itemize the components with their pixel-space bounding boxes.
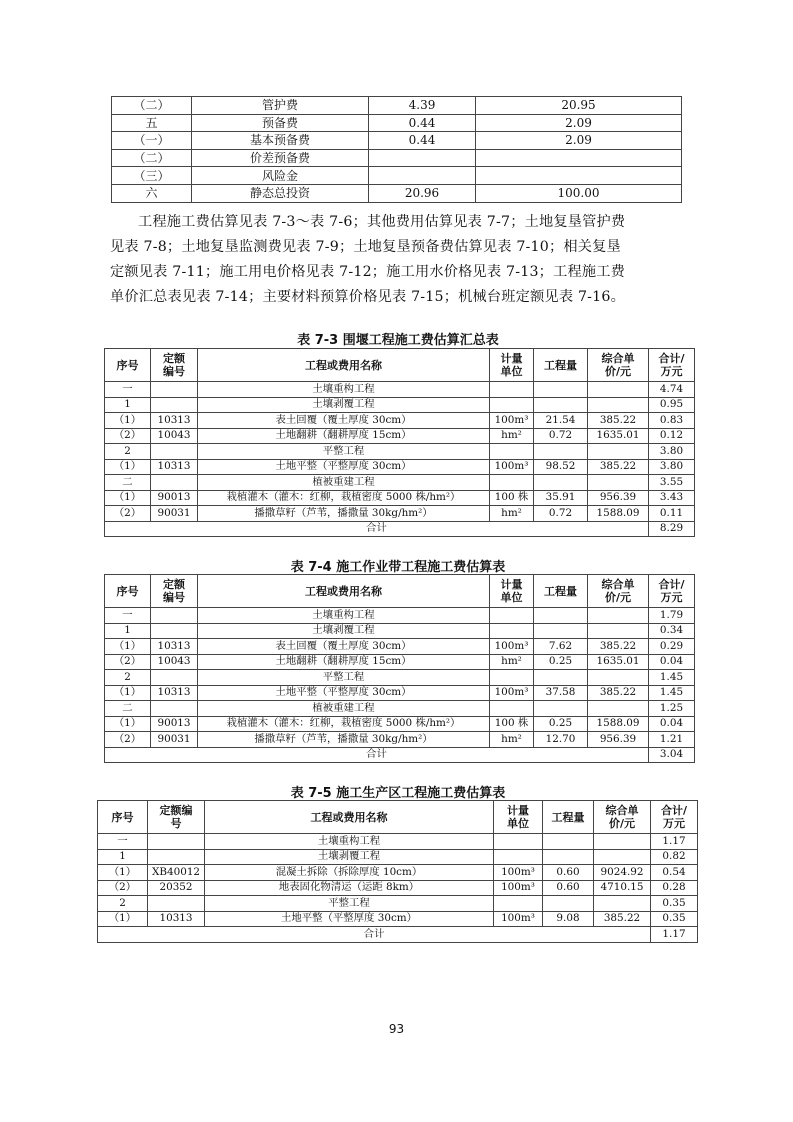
cell-code: [148, 834, 205, 850]
cell-unit: [490, 701, 534, 717]
cell-code: [151, 397, 198, 413]
table-row: [105, 506, 695, 522]
cell-unit: [490, 623, 534, 639]
cell-code: [151, 382, 198, 398]
cell-code: [151, 444, 198, 460]
total-label: 合计: [98, 927, 651, 943]
cell-name: 表土回覆（覆土厚度 30cm）: [198, 639, 490, 655]
cell-total: 0.34: [649, 623, 695, 639]
cell-seq: 1: [98, 849, 148, 865]
cell-code: 90031: [151, 732, 198, 748]
header-price: 综合单 价/元: [588, 349, 649, 382]
cell-code: [148, 896, 205, 912]
cell-qty: 7.62: [534, 639, 588, 655]
cell-name: 地表固化物清运（运距 8km）: [205, 880, 494, 896]
cell-name: 土壤重构工程: [198, 608, 490, 624]
cell-qty: [534, 670, 588, 686]
cell-total: 1.25: [649, 701, 695, 717]
cell-seq: 2: [105, 444, 151, 460]
table-caption-7-5: 表 7-5 施工生产区工程施工费估算表: [290, 786, 506, 801]
header-seq: 序号: [98, 801, 148, 834]
cell-price: [594, 896, 651, 912]
paragraph-line: 定额见表 7-11；施工用电价格见表 7-12；施工用水价格见表 7-13；工程施工费: [110, 264, 626, 280]
cell-qty: [543, 834, 594, 850]
cell-unit: hm²: [490, 428, 534, 444]
cell-code: 10313: [151, 685, 198, 701]
cell-unit: hm²: [490, 732, 534, 748]
cell-code: 10043: [151, 654, 198, 670]
cell-name: 表土回覆（覆土厚度 30cm）: [198, 413, 490, 429]
table-row: [105, 608, 695, 624]
cell-total: 3.43: [649, 490, 695, 506]
cell-code: 20352: [148, 880, 205, 896]
cell-price: [588, 397, 649, 413]
cell-unit: [490, 670, 534, 686]
table-cell: 0.44: [369, 114, 476, 132]
table-cell: （二）: [112, 149, 192, 167]
cell-seq: （1）: [98, 911, 148, 927]
cell-unit: [490, 475, 534, 491]
cell-qty: 9.08: [543, 911, 594, 927]
cell-seq: （1）: [105, 716, 151, 732]
table-row: [98, 911, 698, 927]
table-row: [105, 444, 695, 460]
cell-seq: （2）: [105, 654, 151, 670]
cell-qty: 0.60: [543, 865, 594, 881]
cell-code: 10043: [151, 428, 198, 444]
table-row: [105, 475, 695, 491]
header-seq: 序号: [105, 575, 151, 608]
cell-price: [594, 834, 651, 850]
table-row: [105, 716, 695, 732]
cell-total: 4.74: [649, 382, 695, 398]
cell-price: 385.22: [588, 685, 649, 701]
total-row: [105, 521, 695, 537]
cell-unit: [490, 444, 534, 460]
cell-seq: （1）: [105, 413, 151, 429]
cell-price: [588, 670, 649, 686]
table-row: [98, 880, 698, 896]
header-unit: 计量 单位: [490, 349, 534, 382]
table-cell: [369, 167, 476, 185]
table-cell: 风险金: [192, 167, 369, 185]
header-quota: 定额 编号: [151, 575, 198, 608]
cell-price: 385.22: [594, 911, 651, 927]
table-cell: 六: [112, 184, 192, 202]
cell-qty: 0.72: [534, 428, 588, 444]
cell-total: 1.45: [649, 685, 695, 701]
cell-qty: 35.91: [534, 490, 588, 506]
table-cell: 0.44: [369, 132, 476, 150]
table-cell: 20.95: [476, 97, 682, 115]
cell-code: [151, 670, 198, 686]
table-row: [105, 701, 695, 717]
table-cell: 五: [112, 114, 192, 132]
cell-name: 土地平整（平整厚度 30cm）: [198, 459, 490, 475]
header-total: 合计/ 万元: [649, 349, 695, 382]
cell-seq: 一: [105, 382, 151, 398]
cell-code: [148, 849, 205, 865]
cell-seq: 2: [105, 670, 151, 686]
cell-name: 植被重建工程: [198, 701, 490, 717]
header-total: 合计/ 万元: [649, 575, 695, 608]
cell-price: [588, 382, 649, 398]
table-row: [98, 865, 698, 881]
cell-qty: [534, 475, 588, 491]
table-row: [98, 896, 698, 912]
table-cell: （三）: [112, 167, 192, 185]
table-cell: [369, 149, 476, 167]
cell-seq: （1）: [105, 639, 151, 655]
table-row: [112, 97, 682, 115]
cell-total: 0.83: [649, 413, 695, 429]
cell-unit: [494, 849, 543, 865]
cell-price: [594, 849, 651, 865]
table-row: [105, 459, 695, 475]
cell-total: 1.21: [649, 732, 695, 748]
table-row: [105, 382, 695, 398]
table-cell: 2.09: [476, 132, 682, 150]
total-row: [98, 927, 698, 943]
cell-total: 1.45: [649, 670, 695, 686]
table-caption-7-3: 表 7-3 围堰工程施工费估算汇总表: [297, 333, 499, 348]
construction-strip-cost-table: [104, 574, 695, 763]
table-cell: 2.09: [476, 114, 682, 132]
cell-code: 90031: [151, 506, 198, 522]
cell-unit: [494, 896, 543, 912]
cell-seq: （1）: [105, 490, 151, 506]
cell-unit: 100 株: [490, 716, 534, 732]
cell-name: 土壤剥覆工程: [198, 397, 490, 413]
table-cell: （二）: [112, 97, 192, 115]
cell-unit: 100m³: [494, 880, 543, 896]
cell-price: [588, 475, 649, 491]
total-value: 3.04: [649, 747, 695, 763]
cell-seq: 一: [98, 834, 148, 850]
header-price: 综合单 价/元: [594, 801, 651, 834]
cell-qty: [534, 701, 588, 717]
cell-unit: 100m³: [490, 413, 534, 429]
cell-total: 3.80: [649, 444, 695, 460]
table-row: [105, 732, 695, 748]
cell-qty: 98.52: [534, 459, 588, 475]
cell-name: 土地翻耕（翻耕厚度 15cm）: [198, 428, 490, 444]
investment-summary-table: [111, 96, 682, 203]
table-row: [112, 149, 682, 167]
table-row: [105, 654, 695, 670]
body-paragraph: [110, 210, 690, 310]
cell-price: 1635.01: [588, 428, 649, 444]
cell-price: 956.39: [588, 732, 649, 748]
cell-price: [588, 444, 649, 460]
cell-unit: 100 株: [490, 490, 534, 506]
cell-name: 土壤重构工程: [198, 382, 490, 398]
cell-total: 1.79: [649, 608, 695, 624]
cell-price: 4710.15: [594, 880, 651, 896]
cell-total: 0.28: [651, 880, 698, 896]
production-area-cost-table: [97, 800, 698, 943]
cell-unit: 100m³: [494, 865, 543, 881]
cell-seq: 二: [105, 475, 151, 491]
table-row: [112, 184, 682, 202]
cell-name: 土壤剥覆工程: [198, 623, 490, 639]
table-cell: [476, 149, 682, 167]
cell-unit: hm²: [490, 654, 534, 670]
cell-total: 1.17: [651, 834, 698, 850]
table-caption-7-4: 表 7-4 施工作业带工程施工费估算表: [290, 560, 506, 575]
cell-name: 平整工程: [205, 896, 494, 912]
header-unit: 计量 单位: [490, 575, 534, 608]
cell-qty: 0.72: [534, 506, 588, 522]
cell-total: 0.35: [651, 911, 698, 927]
cell-total: 3.55: [649, 475, 695, 491]
cell-qty: [534, 623, 588, 639]
table-cell: [476, 167, 682, 185]
header-total: 合计/ 万元: [651, 801, 698, 834]
cell-qty: 37.58: [534, 685, 588, 701]
cell-seq: （2）: [98, 880, 148, 896]
total-value: 1.17: [651, 927, 698, 943]
cell-total: 0.35: [651, 896, 698, 912]
cell-name: 土壤重构工程: [205, 834, 494, 850]
cell-total: 0.82: [651, 849, 698, 865]
cell-price: 9024.92: [594, 865, 651, 881]
cell-qty: [534, 444, 588, 460]
header-price: 综合单 价/元: [588, 575, 649, 608]
total-row: [105, 747, 695, 763]
cell-unit: [494, 834, 543, 850]
cell-price: 385.22: [588, 459, 649, 475]
total-label: 合计: [105, 521, 649, 537]
cell-unit: [490, 397, 534, 413]
header-seq: 序号: [105, 349, 151, 382]
cell-code: 90013: [151, 490, 198, 506]
cell-seq: （1）: [105, 459, 151, 475]
paragraph-line: 工程施工费估算见表 7-3～表 7-6；其他费用估算见表 7-7；土地复垦管护费: [138, 214, 626, 230]
cell-unit: [490, 608, 534, 624]
cell-price: [588, 701, 649, 717]
header-unit: 计量 单位: [494, 801, 543, 834]
cell-qty: 12.70: [534, 732, 588, 748]
table-cell: （一）: [112, 132, 192, 150]
cell-qty: [543, 896, 594, 912]
cell-total: 3.80: [649, 459, 695, 475]
cell-code: 10313: [151, 639, 198, 655]
header-qty: 工程量: [543, 801, 594, 834]
cell-code: 10313: [151, 459, 198, 475]
cell-code: XB40012: [148, 865, 205, 881]
header-name: 工程或费用名称: [198, 575, 490, 608]
table-cell: 预备费: [192, 114, 369, 132]
cell-unit: 100m³: [490, 685, 534, 701]
table-row: [105, 623, 695, 639]
cell-unit: 100m³: [490, 639, 534, 655]
cell-total: 0.95: [649, 397, 695, 413]
cell-name: 植被重建工程: [198, 475, 490, 491]
cell-code: 10313: [151, 413, 198, 429]
table-row: [112, 167, 682, 185]
cell-code: [151, 608, 198, 624]
cell-qty: [543, 849, 594, 865]
table-cell: 基本预备费: [192, 132, 369, 150]
table-row: [98, 849, 698, 865]
cell-name: 栽植灌木（灌木：红柳，栽植密度 5000 株/hm²）: [198, 490, 490, 506]
table-row: [105, 670, 695, 686]
cell-price: 956.39: [588, 490, 649, 506]
cell-total: 0.04: [649, 654, 695, 670]
cell-name: 混凝土拆除（拆除厚度 10cm）: [205, 865, 494, 881]
cell-price: 1588.09: [588, 716, 649, 732]
cofferdam-cost-table: [104, 348, 695, 537]
cell-seq: 二: [105, 701, 151, 717]
cell-seq: 1: [105, 623, 151, 639]
cell-name: 播撒草籽（芦苇，播撒量 30kg/hm²）: [198, 732, 490, 748]
header-name: 工程或费用名称: [198, 349, 490, 382]
cell-total: 0.11: [649, 506, 695, 522]
cell-name: 平整工程: [198, 670, 490, 686]
table-row: [105, 413, 695, 429]
cell-total: 0.54: [651, 865, 698, 881]
cell-total: 0.29: [649, 639, 695, 655]
cell-seq: （2）: [105, 732, 151, 748]
cell-unit: 100m³: [494, 911, 543, 927]
paragraph-line: 见表 7-8；土地复垦监测费见表 7-9；土地复垦预备费估算见表 7-10；相关复垦: [110, 239, 621, 255]
cell-total: 0.04: [649, 716, 695, 732]
header-qty: 工程量: [534, 575, 588, 608]
cell-unit: 100m³: [490, 459, 534, 475]
cell-name: 平整工程: [198, 444, 490, 460]
cell-code: [151, 475, 198, 491]
cell-qty: 0.25: [534, 654, 588, 670]
page-number: 93: [388, 1022, 405, 1036]
cell-name: 栽植灌木（灌木：红柳，栽植密度 5000 株/hm²）: [198, 716, 490, 732]
cell-unit: [490, 382, 534, 398]
cell-price: [588, 608, 649, 624]
header-quota: 定额 编号: [151, 349, 198, 382]
cell-qty: 21.54: [534, 413, 588, 429]
table-row: [105, 490, 695, 506]
table-cell: 100.00: [476, 184, 682, 202]
table-cell: 20.96: [369, 184, 476, 202]
cell-name: 土壤剥覆工程: [205, 849, 494, 865]
table-cell: 价差预备费: [192, 149, 369, 167]
cell-seq: （2）: [105, 506, 151, 522]
table-cell: 4.39: [369, 97, 476, 115]
header-quota: 定额编 号: [148, 801, 205, 834]
total-value: 8.29: [649, 521, 695, 537]
header-qty: 工程量: [534, 349, 588, 382]
table-row: [112, 132, 682, 150]
cell-total: 0.12: [649, 428, 695, 444]
cell-seq: 2: [98, 896, 148, 912]
cell-price: 1588.09: [588, 506, 649, 522]
cell-qty: [534, 397, 588, 413]
cell-price: 385.22: [588, 639, 649, 655]
table-row: [105, 428, 695, 444]
cell-qty: [534, 382, 588, 398]
cell-seq: （1）: [98, 865, 148, 881]
cell-qty: 0.25: [534, 716, 588, 732]
cell-name: 土地平整（平整厚度 30cm）: [198, 685, 490, 701]
cell-seq: 一: [105, 608, 151, 624]
table-row: [112, 114, 682, 132]
header-name: 工程或费用名称: [205, 801, 494, 834]
table-row: [98, 834, 698, 850]
cell-code: [151, 623, 198, 639]
cell-name: 播撒草籽（芦苇，播撒量 30kg/hm²）: [198, 506, 490, 522]
total-label: 合计: [105, 747, 649, 763]
table-row: [105, 639, 695, 655]
paragraph-line: 单价汇总表见表 7-14；主要材料预算价格见表 7-15；机械台班定额见表 7-16。: [110, 289, 626, 305]
cell-price: 1635.01: [588, 654, 649, 670]
cell-name: 土地翻耕（翻耕厚度 15cm）: [198, 654, 490, 670]
cell-code: 10313: [148, 911, 205, 927]
table-row: [105, 685, 695, 701]
cell-price: [588, 623, 649, 639]
table-cell: 管护费: [192, 97, 369, 115]
cell-code: 90013: [151, 716, 198, 732]
cell-name: 土地平整（平整厚度 30cm）: [205, 911, 494, 927]
table-cell: 静态总投资: [192, 184, 369, 202]
cell-qty: 0.60: [543, 880, 594, 896]
cell-seq: （1）: [105, 685, 151, 701]
cell-code: [151, 701, 198, 717]
cell-seq: （2）: [105, 428, 151, 444]
table-row: [105, 397, 695, 413]
cell-seq: 1: [105, 397, 151, 413]
cell-qty: [534, 608, 588, 624]
cell-unit: hm²: [490, 506, 534, 522]
cell-price: 385.22: [588, 413, 649, 429]
